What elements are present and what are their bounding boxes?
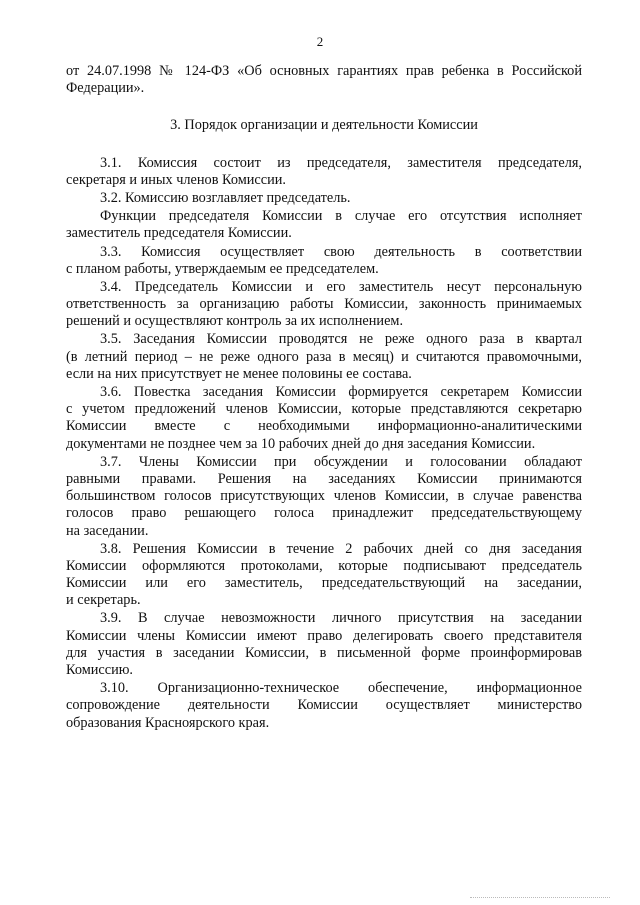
paragraph-3-9 (66, 610, 582, 679)
text-line: решений и осуществляют контроль за их исполнением. (66, 313, 404, 330)
text-line: 3.3. Комиссия осуществляет свою деятельность в соответствии (100, 243, 582, 260)
text-line: сопровождение деятельности Комиссии осуществляет министерство (66, 697, 582, 714)
text-line: 3.2. Комиссию возглавляет председатель. (100, 189, 351, 206)
paragraph-3-5 (66, 331, 582, 383)
paragraph-3-6 (66, 384, 582, 453)
text-line: секретаря и иных членов Комиссии. (66, 171, 286, 188)
text-line: 3.10. Организационно-техническое обеспечение, информационное (100, 680, 582, 697)
text-line: Комиссии оформляются протоколами, которые подписывают председатель (66, 557, 582, 574)
text-line: с планом работы, утверждаемым ее председателем. (66, 260, 379, 277)
text-line: 3.7. Члены Комиссии при обсуждении и голосовании обладают (100, 453, 582, 470)
text-line: 3.9. В случае невозможности личного присутствия на заседании (100, 610, 582, 627)
text-line: ответственность за организацию работы Комиссии, законность принимаемых (66, 296, 582, 313)
text-line: заместитель председателя Комиссии. (66, 225, 292, 242)
intro-line: от 24.07.1998 № 124-ФЗ «Об основных гарантиях прав ребенка в Российской (66, 63, 582, 79)
text-line: 3.4. Председатель Комиссии и его заместитель несут персональную (100, 278, 582, 295)
text-line: равными правами. Решения на заседаниях Комиссии принимаются (66, 470, 582, 487)
intro-paragraph (66, 63, 582, 97)
text-line: на заседании. (66, 522, 149, 539)
paragraph-3-10 (66, 680, 582, 732)
text-line: Комиссию. (66, 662, 133, 678)
text-line: голосов право решающего голоса принадлежит председательствующему (66, 505, 582, 522)
text-line: 3.6. Повестка заседания Комиссии формируется секретарем Комиссии (100, 384, 582, 400)
document-body (66, 63, 582, 733)
text-line: большинством голосов присутствующих членов Комиссии, в случае равенства (66, 488, 582, 505)
text-line: (в летний период – не реже одного раза в месяц) и считаются правомочными, (66, 348, 582, 365)
paragraph-functions (66, 208, 582, 242)
intro-line: Федерации». (66, 80, 145, 97)
page-number: 2 (316, 34, 324, 49)
scan-artifact-line (470, 897, 610, 899)
text-line: Функции председателя Комиссии в случае его отсутствия исполняет (100, 208, 582, 225)
text-line: 3.8. Решения Комиссии в течение 2 рабочих дней со дня заседания (100, 540, 582, 557)
text-line: 3.5. Заседания Комиссии проводятся не реже одного раза в квартал (100, 331, 582, 348)
text-line: образования Красноярского края. (66, 714, 270, 731)
paragraph-3-1 (66, 155, 582, 189)
text-line: с учетом предложений членов Комиссии, которые представляются секретарю (66, 401, 582, 418)
text-line: Комиссии вместе с необходимыми информационно-аналитическими (66, 418, 582, 435)
text-line: для участия в заседании Комиссии, в письменной форме проинформировав (66, 644, 582, 661)
paragraph-3-8 (66, 541, 582, 610)
paragraph-3-2 (66, 190, 582, 207)
paragraph-3-7 (66, 454, 582, 540)
paragraph-3-3 (66, 244, 582, 278)
text-line: Комиссии члены Комиссии имеют право делегировать своего представителя (66, 627, 582, 644)
text-line: если на них присутствует не менее половины ее состава. (66, 365, 412, 382)
section-heading: 3. Порядок организации и деятельности Комиссии (170, 117, 478, 134)
text-line: и секретарь. (66, 592, 141, 609)
paragraph-3-4 (66, 279, 582, 331)
text-line: документами не позднее чем за 10 рабочих дней до дня заседания Комиссии. (66, 435, 536, 452)
text-line: Комиссии или его заместитель, председательствующий на заседании, (66, 575, 582, 592)
text-line: 3.1. Комиссия состоит из председателя, заместителя председателя, (100, 154, 582, 171)
